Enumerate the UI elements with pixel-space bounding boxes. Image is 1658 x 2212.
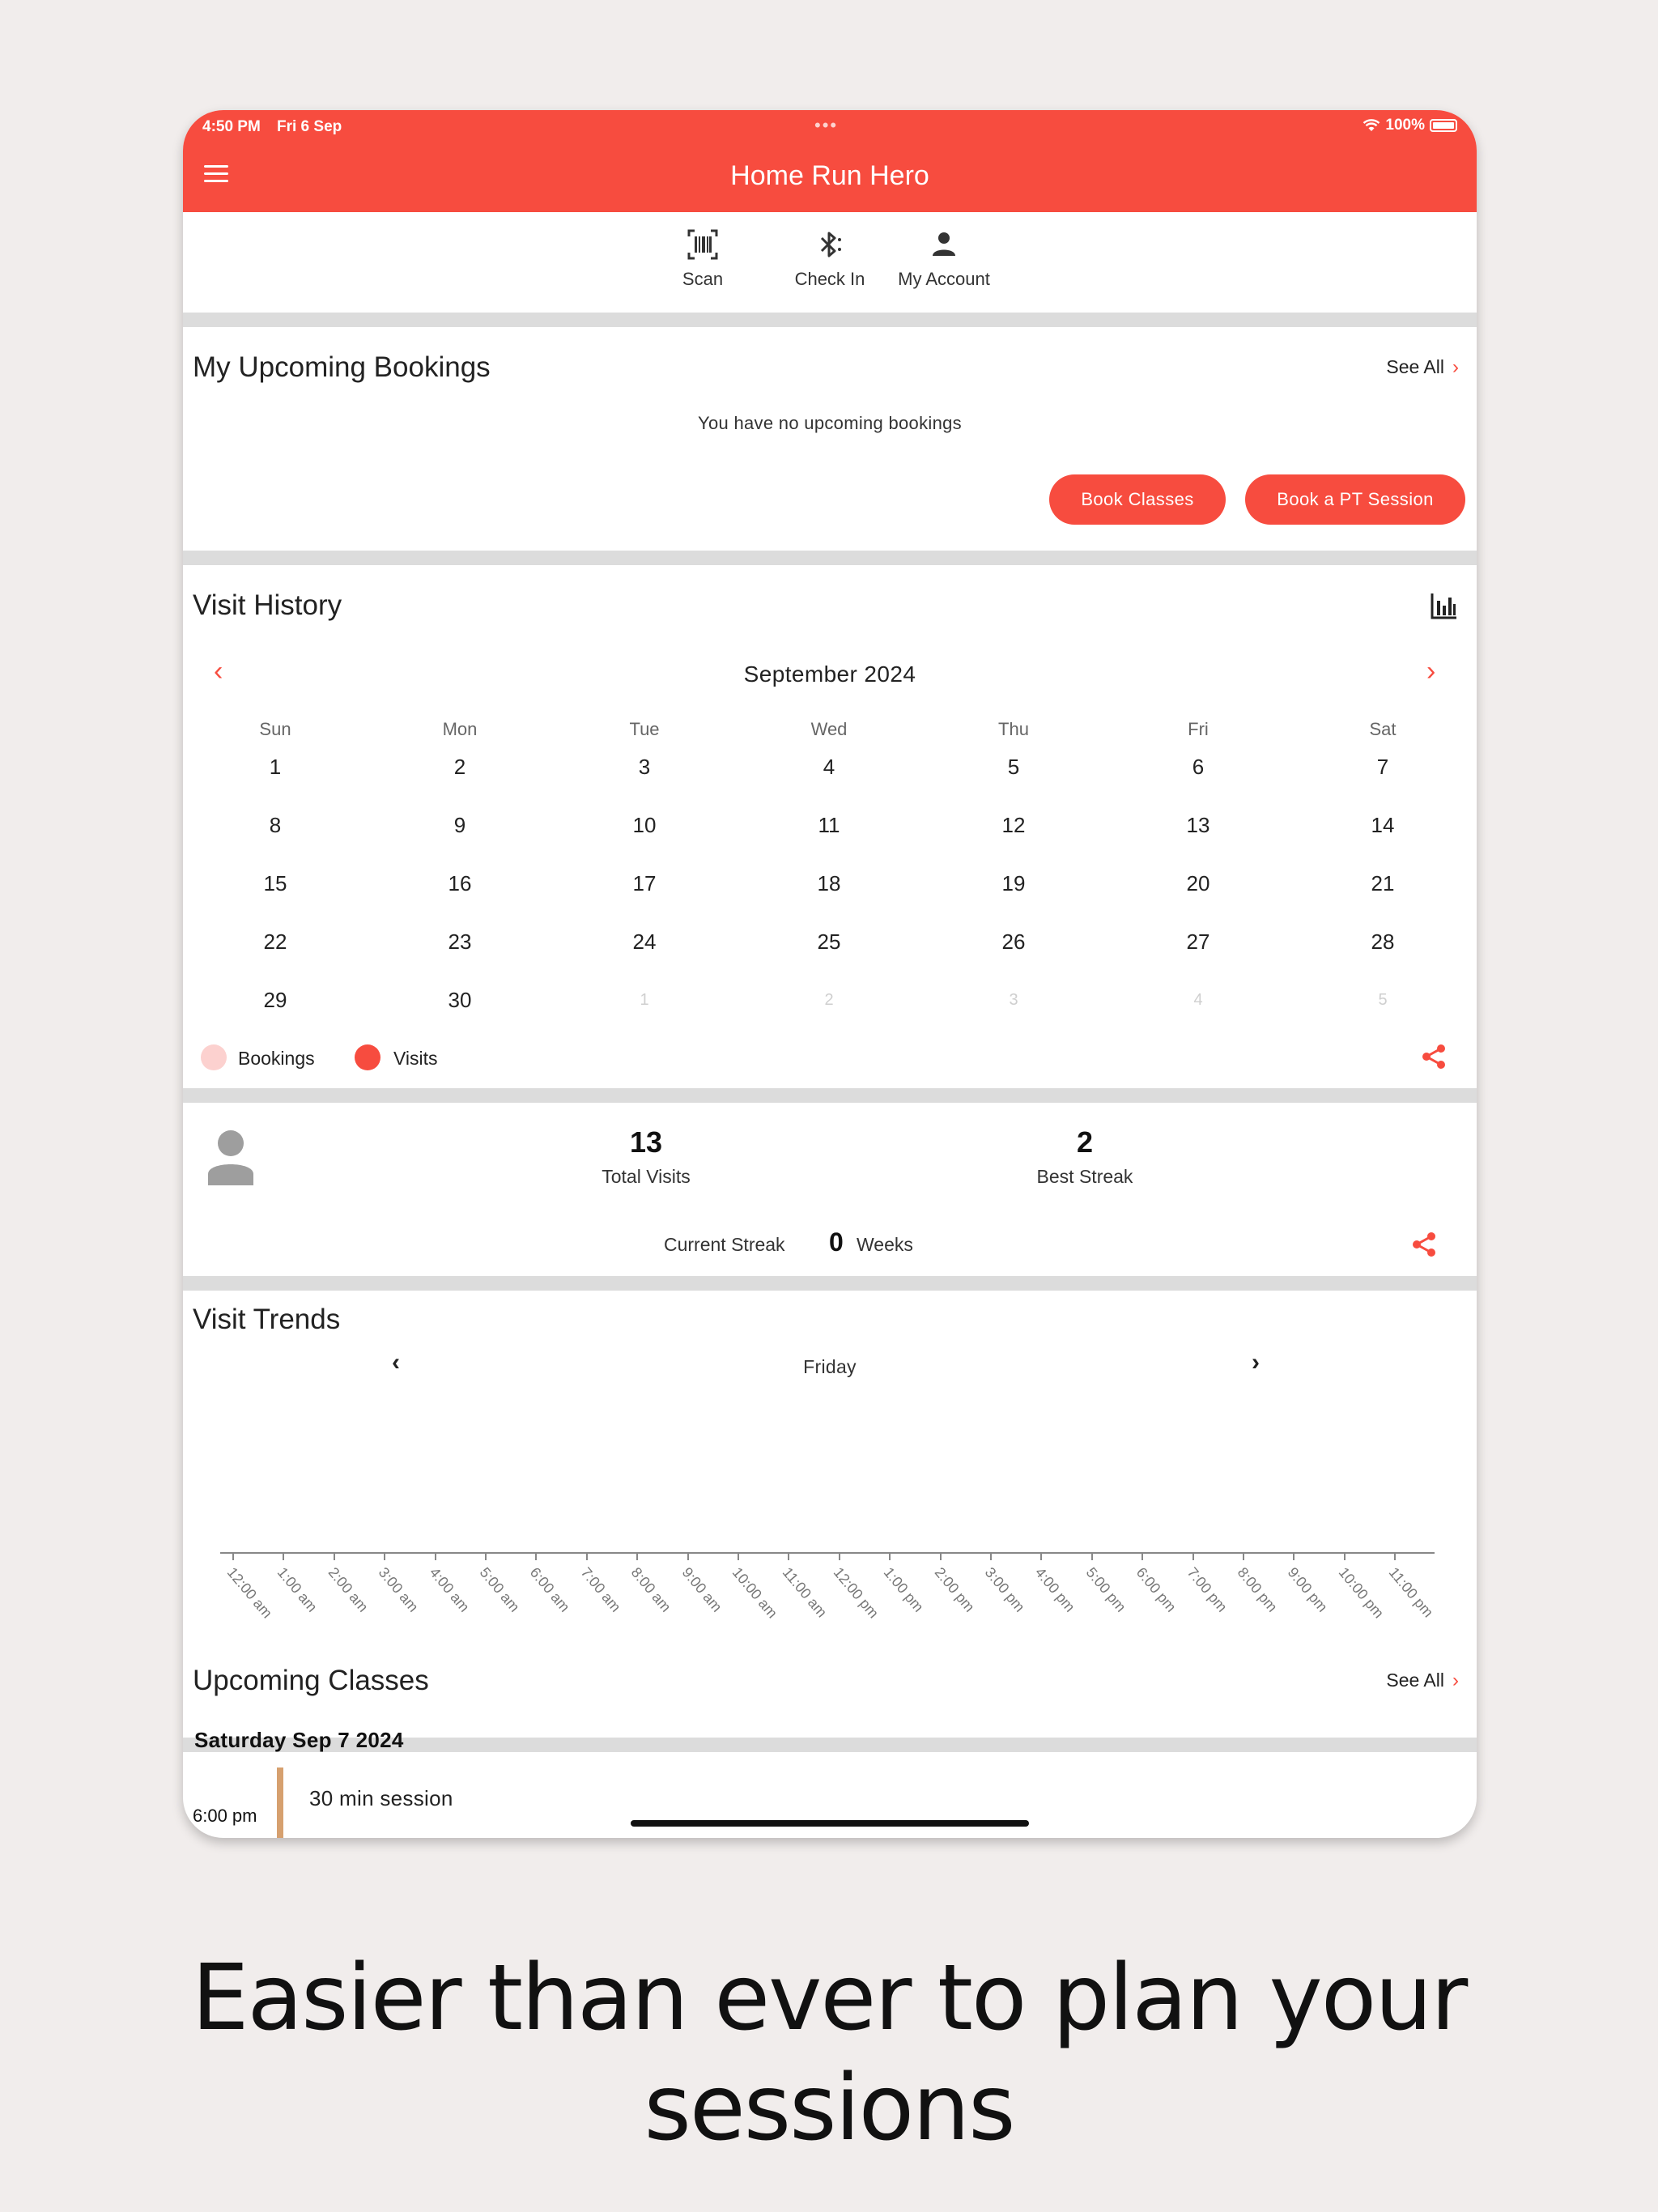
- divider: [183, 1088, 1477, 1103]
- chevron-right-icon: ›: [1452, 1670, 1459, 1691]
- divider: [183, 313, 1477, 327]
- trend-hour-label: 12:00 pm: [830, 1564, 882, 1622]
- trend-axis-tick: [283, 1552, 284, 1560]
- calendar-day[interactable]: 4: [823, 755, 835, 779]
- quick-actions-bar: [183, 212, 1477, 313]
- weekday-wed: Wed: [810, 719, 848, 739]
- divider: [183, 551, 1477, 565]
- class-color-bar: [277, 1767, 283, 1838]
- calendar-day[interactable]: 23: [448, 929, 472, 954]
- trend-hour-label: 12:00 am: [223, 1564, 276, 1622]
- my-account-button[interactable]: [891, 228, 997, 290]
- trend-hour-label: 4:00 pm: [1032, 1564, 1079, 1615]
- calendar-day[interactable]: 13: [1186, 813, 1210, 837]
- weekday-mon: Mon: [442, 719, 478, 739]
- trend-x-axis: [220, 1552, 1435, 1554]
- class-name: 30 min session: [309, 1786, 453, 1810]
- calendar-day[interactable]: 17: [632, 871, 657, 895]
- best-streak-value: 2: [1076, 1125, 1094, 1159]
- see-all-label: See All: [1386, 1670, 1444, 1691]
- wifi-icon: [1363, 119, 1380, 132]
- calendar-day[interactable]: 9: [453, 813, 466, 837]
- calendar-day[interactable]: 26: [1001, 929, 1026, 954]
- chevron-right-icon: ›: [1452, 356, 1459, 378]
- classes-see-all-link[interactable]: [1386, 1670, 1459, 1692]
- see-all-label: See All: [1386, 356, 1444, 377]
- trend-hour-label: 1:00 am: [274, 1564, 321, 1615]
- share-icon[interactable]: [1410, 1231, 1438, 1262]
- calendar-day[interactable]: 25: [817, 929, 841, 954]
- share-icon[interactable]: [1420, 1043, 1448, 1074]
- trend-axis-tick: [1141, 1552, 1143, 1560]
- my-account-label: My Account: [898, 269, 990, 289]
- home-indicator[interactable]: [631, 1820, 1029, 1827]
- trend-hour-label: 4:00 am: [426, 1564, 473, 1615]
- book-pt-session-button[interactable]: Book a PT Session: [1245, 474, 1465, 525]
- current-streak-value: 0: [829, 1227, 844, 1257]
- trend-day-label: Friday: [803, 1356, 857, 1377]
- trend-axis-tick: [990, 1552, 992, 1560]
- calendar-day-next-month: 4: [1193, 991, 1203, 1009]
- weekday-thu: Thu: [998, 719, 1029, 739]
- trend-hour-label: 8:00 pm: [1234, 1564, 1281, 1615]
- total-visits-value: 13: [629, 1125, 663, 1159]
- trend-hour-label: 1:00 pm: [880, 1564, 927, 1615]
- previous-day-icon[interactable]: ‹: [392, 1349, 400, 1376]
- app-title: Home Run Hero: [730, 160, 929, 191]
- barcode-icon: [670, 228, 735, 261]
- trend-hour-label: 10:00 pm: [1335, 1564, 1388, 1622]
- bookings-legend-dot: [201, 1044, 227, 1070]
- calendar-day[interactable]: 11: [818, 813, 840, 837]
- trend-axis-tick: [738, 1552, 739, 1560]
- trend-hour-label: 5:00 pm: [1082, 1564, 1129, 1615]
- person-icon: [891, 228, 997, 261]
- calendar-day-next-month: 1: [640, 991, 649, 1009]
- calendar-day[interactable]: 1: [269, 755, 282, 779]
- calendar-day[interactable]: 12: [1001, 813, 1026, 837]
- battery-icon: [1430, 119, 1457, 132]
- trend-axis-tick: [232, 1552, 234, 1560]
- trend-axis-tick: [535, 1552, 537, 1560]
- calendar-day[interactable]: 15: [263, 871, 287, 895]
- calendar-day[interactable]: 21: [1371, 871, 1395, 895]
- calendar-day[interactable]: 7: [1376, 755, 1389, 779]
- bar-chart-icon[interactable]: [1430, 591, 1459, 624]
- check-in-button[interactable]: [789, 228, 871, 290]
- marketing-caption: Easier than ever to plan your sessions: [191, 1946, 1467, 2161]
- calendar-day[interactable]: 14: [1371, 813, 1395, 837]
- trend-axis-tick: [1243, 1552, 1244, 1560]
- calendar-day[interactable]: 6: [1192, 755, 1205, 779]
- trend-axis-tick: [940, 1552, 942, 1560]
- calendar-day[interactable]: 28: [1371, 929, 1395, 954]
- best-streak-label: Best Streak: [1036, 1166, 1133, 1187]
- calendar-day[interactable]: 22: [263, 929, 287, 954]
- calendar-day[interactable]: 27: [1186, 929, 1210, 954]
- calendar-day[interactable]: 10: [632, 813, 657, 837]
- calendar-day[interactable]: 30: [448, 988, 472, 1012]
- trend-hour-label: 11:00 pm: [1385, 1564, 1437, 1621]
- calendar-day[interactable]: 20: [1186, 871, 1210, 895]
- trend-axis-tick: [586, 1552, 588, 1560]
- bookings-see-all-link[interactable]: [1386, 356, 1459, 379]
- scan-button[interactable]: [670, 228, 735, 290]
- current-streak-label: Current Streak: [664, 1234, 785, 1255]
- trend-axis-tick: [687, 1552, 689, 1560]
- status-date: Fri 6 Sep: [277, 118, 342, 135]
- bookings-title: My Upcoming Bookings: [193, 351, 491, 383]
- calendar-day[interactable]: 29: [263, 988, 287, 1012]
- trend-hour-label: 9:00 am: [678, 1564, 725, 1615]
- trend-axis-tick: [1394, 1552, 1396, 1560]
- trend-axis-tick: [788, 1552, 789, 1560]
- next-day-icon[interactable]: ›: [1252, 1349, 1260, 1376]
- no-bookings-message: You have no upcoming bookings: [698, 413, 962, 433]
- visit-trends-title: Visit Trends: [193, 1304, 341, 1335]
- weekday-fri: Fri: [1188, 719, 1209, 739]
- trend-axis-tick: [839, 1552, 840, 1560]
- trend-axis-tick: [1344, 1552, 1346, 1560]
- trend-hour-label: 3:00 am: [375, 1564, 422, 1615]
- trend-hour-label: 10:00 am: [729, 1564, 781, 1622]
- bluetooth-icon: [789, 228, 871, 261]
- trend-hour-label: 7:00 am: [577, 1564, 624, 1615]
- previous-month-icon[interactable]: ‹: [214, 656, 223, 687]
- trend-axis-tick: [435, 1552, 436, 1560]
- trend-axis-tick: [334, 1552, 335, 1560]
- trend-axis-tick: [384, 1552, 385, 1560]
- class-time: 6:00 pm: [193, 1806, 257, 1826]
- visits-legend-dot: [355, 1044, 380, 1070]
- weekday-sat: Sat: [1369, 719, 1397, 739]
- bookings-legend-label: Bookings: [238, 1048, 315, 1069]
- next-month-icon[interactable]: ›: [1426, 656, 1436, 687]
- trend-hour-label: 11:00 am: [780, 1564, 831, 1621]
- trend-hour-label: 2:00 am: [325, 1564, 372, 1615]
- total-visits-label: Total Visits: [602, 1166, 691, 1187]
- trend-hour-label: 2:00 pm: [931, 1564, 978, 1615]
- trend-hour-label: 6:00 pm: [1133, 1564, 1180, 1615]
- trend-axis-tick: [1040, 1552, 1042, 1560]
- calendar-day[interactable]: 16: [448, 871, 472, 895]
- month-label: September 2024: [743, 661, 916, 687]
- trend-axis-tick: [889, 1552, 891, 1560]
- trend-hour-label: 8:00 am: [627, 1564, 674, 1615]
- trend-hour-label: 9:00 pm: [1285, 1564, 1332, 1615]
- trend-hour-label: 7:00 pm: [1184, 1564, 1231, 1615]
- tablet-screen: [183, 110, 1477, 1838]
- battery-percent: 100%: [1385, 117, 1425, 134]
- multitasking-dots-icon[interactable]: •••: [814, 115, 839, 135]
- trend-axis-tick: [1091, 1552, 1093, 1560]
- weekday-tue: Tue: [629, 719, 660, 739]
- trend-axis-tick: [1192, 1552, 1194, 1560]
- trend-hour-label: 6:00 am: [527, 1564, 574, 1615]
- visit-history-title: Visit History: [193, 589, 342, 621]
- trend-axis-tick: [1293, 1552, 1295, 1560]
- trend-axis-tick: [636, 1552, 638, 1560]
- calendar-day[interactable]: 24: [632, 929, 657, 954]
- calendar-day[interactable]: 18: [817, 871, 841, 895]
- app-header: [183, 110, 1477, 212]
- calendar-day[interactable]: 8: [269, 813, 282, 837]
- visits-legend-label: Visits: [393, 1048, 438, 1069]
- calendar-day[interactable]: 3: [638, 755, 651, 779]
- status-right: [1363, 117, 1457, 134]
- calendar-day-next-month: 5: [1378, 991, 1388, 1009]
- trend-hour-label: 5:00 am: [476, 1564, 523, 1615]
- divider: [183, 1276, 1477, 1291]
- weekday-sun: Sun: [259, 719, 291, 739]
- current-streak-unit: Weeks: [857, 1234, 913, 1255]
- check-in-label: Check In: [794, 269, 865, 289]
- class-date-header: Saturday Sep 7 2024: [194, 1728, 404, 1752]
- scan-label: Scan: [682, 269, 724, 289]
- calendar-day[interactable]: 19: [1001, 871, 1026, 895]
- calendar-day[interactable]: 2: [453, 755, 466, 779]
- trend-axis-tick: [485, 1552, 487, 1560]
- book-classes-button[interactable]: Book Classes: [1049, 474, 1226, 525]
- calendar-day[interactable]: 5: [1007, 755, 1020, 779]
- trend-hour-label: 3:00 pm: [981, 1564, 1028, 1615]
- calendar-day-next-month: 2: [824, 991, 834, 1009]
- upcoming-classes-title: Upcoming Classes: [193, 1665, 429, 1696]
- status-time: 4:50 PM: [202, 118, 261, 135]
- avatar: [207, 1129, 254, 1185]
- calendar-day-next-month: 3: [1009, 991, 1018, 1009]
